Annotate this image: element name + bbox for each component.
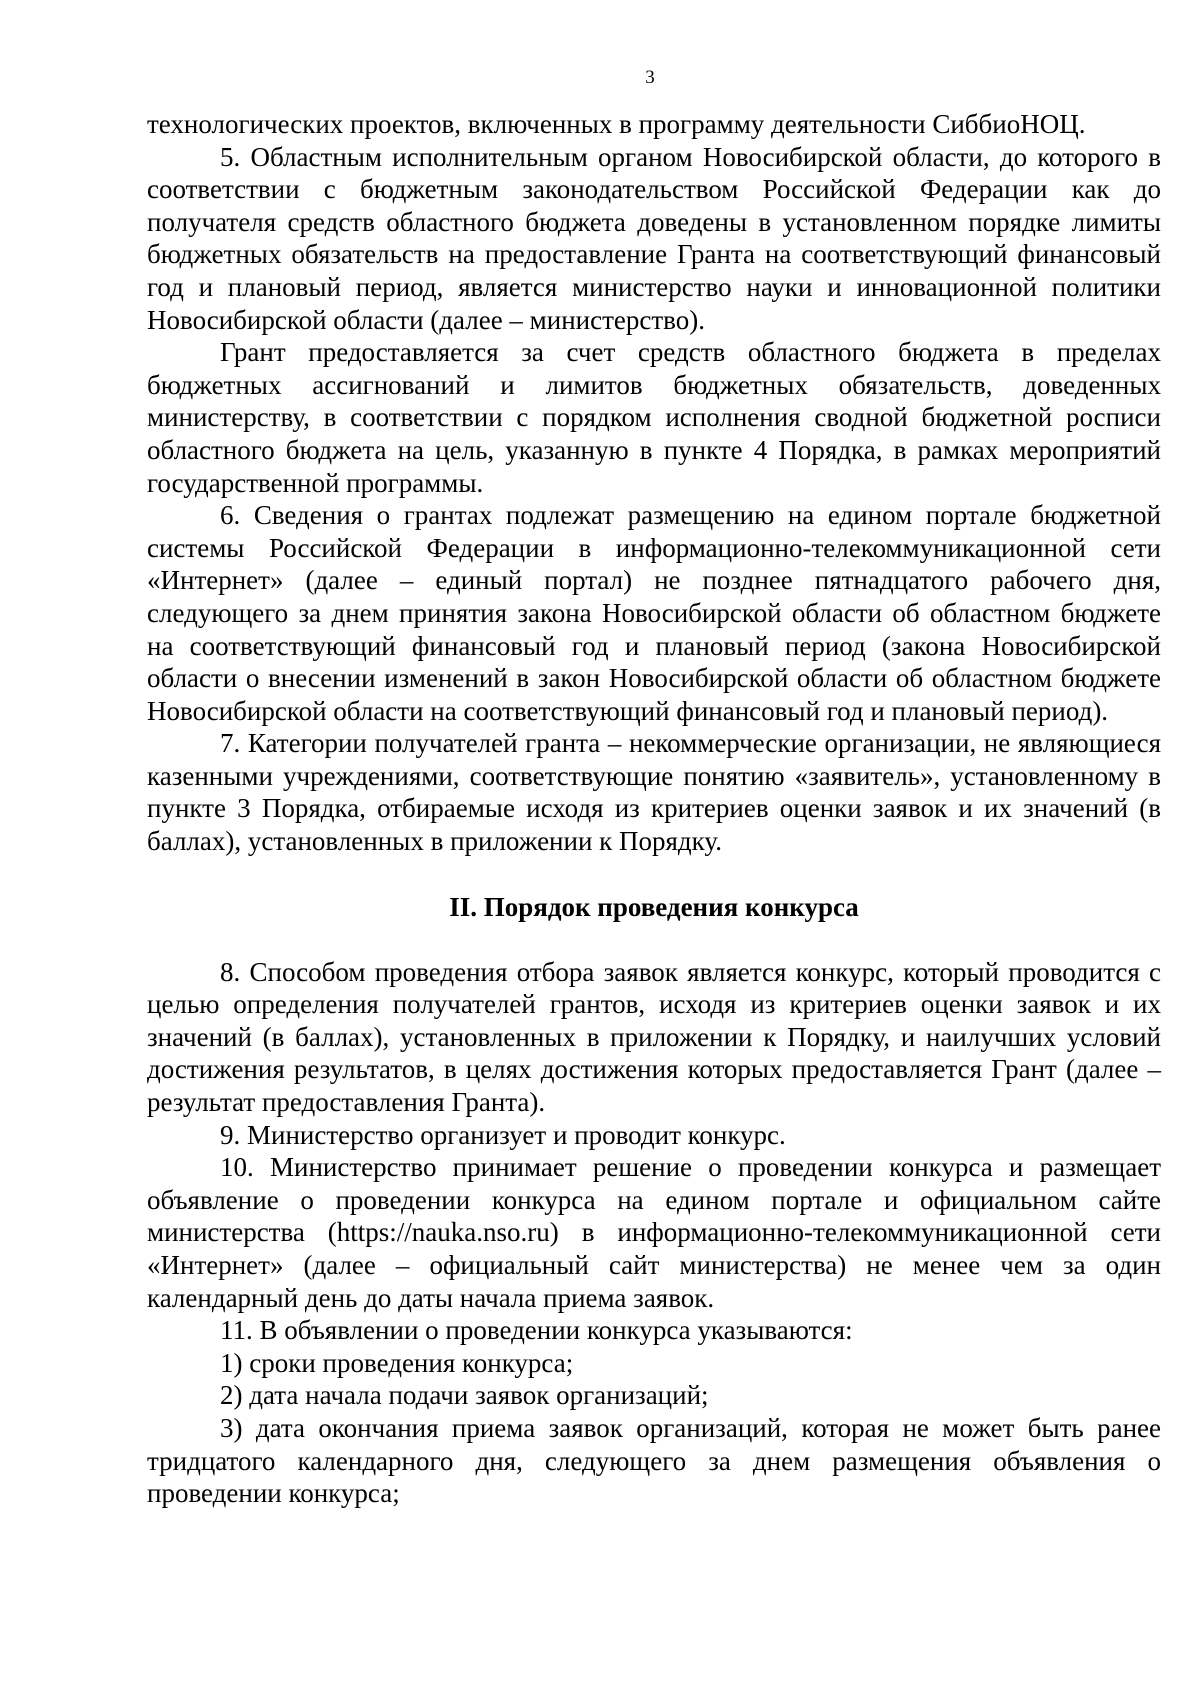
list-item-1: 1) сроки проведения конкурса;	[220, 1347, 574, 1378]
list-item-2: 2) дата начала подачи заявок организаций;	[220, 1380, 709, 1411]
paragraph-continuation: технологических проектов, включенных в программу деятельности СиббиоНОЦ.	[147, 109, 1086, 139]
section-heading: II. Порядок проведения конкурса	[449, 891, 859, 922]
paragraph-item-7: 7. Категории получателей гранта – некоммерческие организации, не являющиеся казенными учреждениями, соответствующие понятию «заявитель», установленному в пункте 3 Порядка, отбираемые исходя из критериев оценки заявок и их значений (в баллах), установленных в приложении к Порядку.	[147, 728, 1161, 857]
paragraph-item-11: 11. В объявлении о проведении конкурса указываются:	[220, 1315, 853, 1346]
paragraph-item-5: 5. Областным исполнительным органом Новосибирской области, до которого в соответствии с бюджетным законодательством Российской Федерации как до получателя средств областного бюджета доведены в установленном порядке лимиты бюджетных обязательств на предоставление Гранта на соответствующий финансовый год и плановый период, является министерство науки и инновационной политики Новосибирской области (далее – министерство).	[147, 141, 1161, 335]
paragraph-item-8: 8. Способом проведения отбора заявок является конкурс, который проводится с целью определения получателей грантов, исходя из критериев оценки заявок и их значений (в баллах), установленных в приложении к Порядку, и наилучших условий достижения результатов, в целях достижения которых предоставляется Грант (далее – результат предоставления Гранта).	[147, 956, 1161, 1118]
document-body	[147, 108, 1161, 1510]
paragraph-grant-funding: Грант предоставляется за счет средств областного бюджета в пределах бюджетных ассигнований и лимитов бюджетных обязательств, доведенных министерству, в соответствии с порядком исполнения сводной бюджетной росписи областного бюджета на цель, указанную в пункте 4 Порядка, в рамках мероприятий государственной программы.	[147, 337, 1161, 498]
list-item-3: 3) дата окончания приема заявок организаций, которая не может быть ранее тридцатого календарного дня, следующего за днем размещения объявления о проведении конкурса;	[147, 1412, 1161, 1509]
paragraph-item-9: 9. Министерство организует и проводит конкурс.	[220, 1119, 786, 1150]
page-number: 3	[645, 67, 655, 88]
paragraph-item-10: 10. Министерство принимает решение о проведении конкурса и размещает объявление о проведении конкурса на едином портале и официальном сайте министерства (https://nauka.nso.ru) в информационно-телекоммуникационной сети «Интернет» (далее – официальный сайт министерства) не менее чем за один календарный день до даты начала приема заявок.	[147, 1152, 1161, 1313]
paragraph-item-6: 6. Сведения о грантах подлежат размещению на едином портале бюджетной системы Российской Федерации в информационно-телекоммуникационной сети «Интернет» (далее – единый портал) не позднее пятнадцатого рабочего дня, следующего за днем принятия закона Новосибирской области об областном бюджете на соответствующий финансовый год и плановый период (закона Новосибирской области о внесении изменений в закон Новосибирской области об областном бюджете Новосибирской области на соответствующий финансовый год и плановый период).	[147, 500, 1161, 726]
